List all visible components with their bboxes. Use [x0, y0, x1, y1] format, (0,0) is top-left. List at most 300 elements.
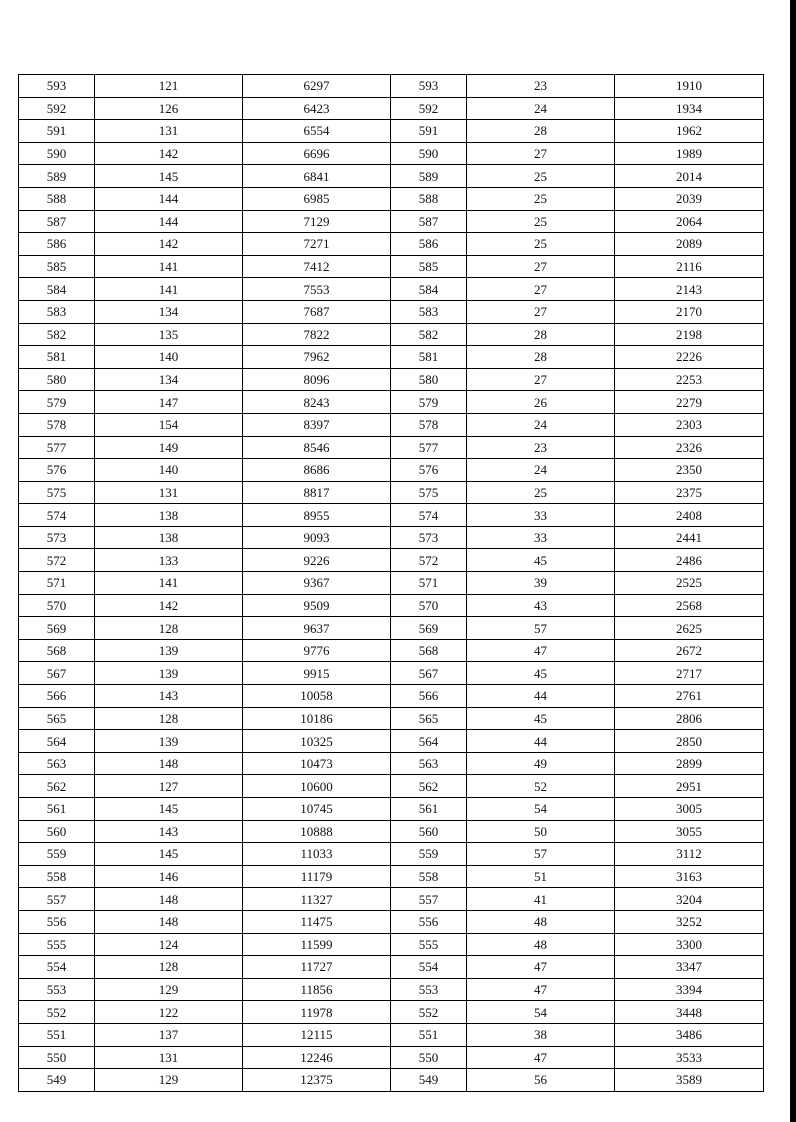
- cumulative-a-cell: 11599: [243, 933, 391, 956]
- cumulative-b-cell: 1934: [615, 97, 764, 120]
- cumulative-b-cell: 2303: [615, 413, 764, 436]
- score-b-cell: 583: [391, 300, 467, 323]
- score-a-cell: 590: [19, 142, 95, 165]
- count-b-cell: 57: [467, 617, 615, 640]
- table-row: [19, 549, 764, 572]
- count-b-cell: 27: [467, 368, 615, 391]
- cumulative-a-cell: 9226: [243, 549, 391, 572]
- score-b-cell: 586: [391, 233, 467, 256]
- count-a-cell: 145: [95, 165, 243, 188]
- count-b-cell: 26: [467, 391, 615, 414]
- score-a-cell: 572: [19, 549, 95, 572]
- score-b-cell: 582: [391, 323, 467, 346]
- count-a-cell: 131: [95, 481, 243, 504]
- cumulative-a-cell: 7553: [243, 278, 391, 301]
- cumulative-a-cell: 8243: [243, 391, 391, 414]
- cumulative-b-cell: 2375: [615, 481, 764, 504]
- score-b-cell: 560: [391, 820, 467, 843]
- count-b-cell: 27: [467, 300, 615, 323]
- score-a-cell: 586: [19, 233, 95, 256]
- table-row: [19, 978, 764, 1001]
- count-b-cell: 47: [467, 639, 615, 662]
- count-a-cell: 129: [95, 1069, 243, 1092]
- cumulative-b-cell: 2899: [615, 752, 764, 775]
- score-a-cell: 551: [19, 1023, 95, 1046]
- score-b-cell: 577: [391, 436, 467, 459]
- table-row: [19, 187, 764, 210]
- cumulative-b-cell: 2761: [615, 685, 764, 708]
- cumulative-a-cell: 10600: [243, 775, 391, 798]
- cumulative-a-cell: 10473: [243, 752, 391, 775]
- count-a-cell: 129: [95, 978, 243, 1001]
- score-b-cell: 585: [391, 255, 467, 278]
- count-b-cell: 27: [467, 255, 615, 278]
- table-row: [19, 910, 764, 933]
- table-row: [19, 617, 764, 640]
- table-row: [19, 255, 764, 278]
- score-b-cell: 549: [391, 1069, 467, 1092]
- cumulative-b-cell: 3448: [615, 1001, 764, 1024]
- table-row: [19, 233, 764, 256]
- cumulative-b-cell: 2226: [615, 346, 764, 369]
- table-row: [19, 142, 764, 165]
- cumulative-a-cell: 12246: [243, 1046, 391, 1069]
- score-a-cell: 559: [19, 843, 95, 866]
- score-a-cell: 568: [19, 639, 95, 662]
- cumulative-b-cell: 1962: [615, 120, 764, 143]
- table-row: [19, 707, 764, 730]
- score-b-cell: 590: [391, 142, 467, 165]
- cumulative-a-cell: 9776: [243, 639, 391, 662]
- count-b-cell: 25: [467, 481, 615, 504]
- score-b-cell: 584: [391, 278, 467, 301]
- cumulative-b-cell: 2672: [615, 639, 764, 662]
- table-row: [19, 1069, 764, 1092]
- cumulative-a-cell: 11475: [243, 910, 391, 933]
- cumulative-a-cell: 9367: [243, 572, 391, 595]
- cumulative-b-cell: 2408: [615, 504, 764, 527]
- score-b-cell: 552: [391, 1001, 467, 1024]
- table-row: [19, 865, 764, 888]
- cumulative-b-cell: 2279: [615, 391, 764, 414]
- count-a-cell: 134: [95, 300, 243, 323]
- count-a-cell: 145: [95, 843, 243, 866]
- score-b-cell: 565: [391, 707, 467, 730]
- score-b-cell: 564: [391, 730, 467, 753]
- cumulative-a-cell: 8546: [243, 436, 391, 459]
- count-b-cell: 44: [467, 685, 615, 708]
- cumulative-a-cell: 6841: [243, 165, 391, 188]
- cumulative-b-cell: 3347: [615, 956, 764, 979]
- count-b-cell: 41: [467, 888, 615, 911]
- cumulative-a-cell: 11978: [243, 1001, 391, 1024]
- count-a-cell: 142: [95, 142, 243, 165]
- count-b-cell: 43: [467, 594, 615, 617]
- count-b-cell: 28: [467, 323, 615, 346]
- count-b-cell: 28: [467, 346, 615, 369]
- cumulative-a-cell: 8955: [243, 504, 391, 527]
- count-b-cell: 45: [467, 549, 615, 572]
- score-b-cell: 553: [391, 978, 467, 1001]
- count-b-cell: 54: [467, 1001, 615, 1024]
- score-a-cell: 561: [19, 798, 95, 821]
- cumulative-b-cell: 3112: [615, 843, 764, 866]
- cumulative-a-cell: 8686: [243, 459, 391, 482]
- cumulative-a-cell: 10186: [243, 707, 391, 730]
- score-a-cell: 553: [19, 978, 95, 1001]
- count-b-cell: 47: [467, 978, 615, 1001]
- count-a-cell: 131: [95, 120, 243, 143]
- cumulative-b-cell: 2116: [615, 255, 764, 278]
- count-b-cell: 44: [467, 730, 615, 753]
- table-row: [19, 1001, 764, 1024]
- cumulative-a-cell: 9509: [243, 594, 391, 617]
- score-a-cell: 563: [19, 752, 95, 775]
- score-a-cell: 588: [19, 187, 95, 210]
- score-a-cell: 581: [19, 346, 95, 369]
- count-b-cell: 48: [467, 910, 615, 933]
- table-row: [19, 820, 764, 843]
- table-row: [19, 752, 764, 775]
- score-b-cell: 556: [391, 910, 467, 933]
- cumulative-a-cell: 9637: [243, 617, 391, 640]
- count-a-cell: 127: [95, 775, 243, 798]
- count-a-cell: 145: [95, 798, 243, 821]
- cumulative-a-cell: 10745: [243, 798, 391, 821]
- table-row: [19, 504, 764, 527]
- cumulative-b-cell: 2625: [615, 617, 764, 640]
- score-b-cell: 581: [391, 346, 467, 369]
- cumulative-b-cell: 2717: [615, 662, 764, 685]
- score-a-cell: 569: [19, 617, 95, 640]
- cumulative-b-cell: 1989: [615, 142, 764, 165]
- count-b-cell: 49: [467, 752, 615, 775]
- score-b-cell: 592: [391, 97, 467, 120]
- count-b-cell: 51: [467, 865, 615, 888]
- count-b-cell: 52: [467, 775, 615, 798]
- cumulative-b-cell: 3589: [615, 1069, 764, 1092]
- score-b-cell: 587: [391, 210, 467, 233]
- table-row: [19, 165, 764, 188]
- cumulative-b-cell: 2326: [615, 436, 764, 459]
- table-row: [19, 639, 764, 662]
- score-b-cell: 575: [391, 481, 467, 504]
- cumulative-a-cell: 7822: [243, 323, 391, 346]
- cumulative-b-cell: 2198: [615, 323, 764, 346]
- count-a-cell: 128: [95, 956, 243, 979]
- score-b-cell: 579: [391, 391, 467, 414]
- score-b-cell: 573: [391, 526, 467, 549]
- count-a-cell: 148: [95, 752, 243, 775]
- count-b-cell: 33: [467, 526, 615, 549]
- count-b-cell: 23: [467, 436, 615, 459]
- score-a-cell: 574: [19, 504, 95, 527]
- count-b-cell: 24: [467, 97, 615, 120]
- cumulative-a-cell: 6297: [243, 75, 391, 98]
- score-a-cell: 578: [19, 413, 95, 436]
- count-a-cell: 139: [95, 662, 243, 685]
- score-a-cell: 583: [19, 300, 95, 323]
- table-row: [19, 459, 764, 482]
- score-b-cell: 550: [391, 1046, 467, 1069]
- score-a-cell: 550: [19, 1046, 95, 1069]
- score-b-cell: 557: [391, 888, 467, 911]
- count-b-cell: 25: [467, 165, 615, 188]
- cumulative-b-cell: 2253: [615, 368, 764, 391]
- count-a-cell: 121: [95, 75, 243, 98]
- table-row: [19, 436, 764, 459]
- table-row: [19, 526, 764, 549]
- score-distribution-table: [18, 74, 764, 1092]
- count-a-cell: 142: [95, 594, 243, 617]
- count-a-cell: 122: [95, 1001, 243, 1024]
- count-a-cell: 142: [95, 233, 243, 256]
- score-b-cell: 593: [391, 75, 467, 98]
- table-row: [19, 368, 764, 391]
- count-a-cell: 148: [95, 910, 243, 933]
- count-b-cell: 27: [467, 142, 615, 165]
- score-b-cell: 591: [391, 120, 467, 143]
- score-a-cell: 579: [19, 391, 95, 414]
- cumulative-b-cell: 2951: [615, 775, 764, 798]
- table-row: [19, 572, 764, 595]
- cumulative-a-cell: 7687: [243, 300, 391, 323]
- cumulative-a-cell: 11179: [243, 865, 391, 888]
- score-b-cell: 558: [391, 865, 467, 888]
- score-b-cell: 551: [391, 1023, 467, 1046]
- cumulative-b-cell: 2170: [615, 300, 764, 323]
- score-b-cell: 562: [391, 775, 467, 798]
- count-a-cell: 138: [95, 504, 243, 527]
- cumulative-a-cell: 9093: [243, 526, 391, 549]
- cumulative-b-cell: 3055: [615, 820, 764, 843]
- count-b-cell: 57: [467, 843, 615, 866]
- score-a-cell: 562: [19, 775, 95, 798]
- count-a-cell: 141: [95, 278, 243, 301]
- score-a-cell: 593: [19, 75, 95, 98]
- score-a-cell: 580: [19, 368, 95, 391]
- score-a-cell: 575: [19, 481, 95, 504]
- score-b-cell: 574: [391, 504, 467, 527]
- table-row: [19, 1023, 764, 1046]
- score-b-cell: 569: [391, 617, 467, 640]
- score-a-cell: 556: [19, 910, 95, 933]
- cumulative-b-cell: 3486: [615, 1023, 764, 1046]
- count-b-cell: 45: [467, 707, 615, 730]
- score-a-cell: 571: [19, 572, 95, 595]
- cumulative-b-cell: 2014: [615, 165, 764, 188]
- count-b-cell: 47: [467, 956, 615, 979]
- table-row: [19, 346, 764, 369]
- cumulative-b-cell: 2089: [615, 233, 764, 256]
- score-b-cell: 563: [391, 752, 467, 775]
- count-b-cell: 50: [467, 820, 615, 843]
- cumulative-b-cell: 3252: [615, 910, 764, 933]
- count-b-cell: 24: [467, 459, 615, 482]
- score-b-cell: 555: [391, 933, 467, 956]
- score-b-cell: 567: [391, 662, 467, 685]
- cumulative-b-cell: 2806: [615, 707, 764, 730]
- count-b-cell: 23: [467, 75, 615, 98]
- table-body: [19, 75, 764, 1092]
- table-row: [19, 888, 764, 911]
- cumulative-a-cell: 9915: [243, 662, 391, 685]
- count-a-cell: 144: [95, 210, 243, 233]
- score-a-cell: 566: [19, 685, 95, 708]
- count-a-cell: 128: [95, 617, 243, 640]
- cumulative-b-cell: 2486: [615, 549, 764, 572]
- count-a-cell: 134: [95, 368, 243, 391]
- cumulative-b-cell: 2850: [615, 730, 764, 753]
- count-a-cell: 139: [95, 639, 243, 662]
- score-b-cell: 559: [391, 843, 467, 866]
- count-b-cell: 33: [467, 504, 615, 527]
- score-b-cell: 572: [391, 549, 467, 572]
- score-a-cell: 555: [19, 933, 95, 956]
- score-b-cell: 554: [391, 956, 467, 979]
- count-a-cell: 128: [95, 707, 243, 730]
- count-b-cell: 54: [467, 798, 615, 821]
- cumulative-a-cell: 6554: [243, 120, 391, 143]
- count-b-cell: 38: [467, 1023, 615, 1046]
- count-b-cell: 25: [467, 210, 615, 233]
- score-b-cell: 570: [391, 594, 467, 617]
- cumulative-a-cell: 7962: [243, 346, 391, 369]
- cumulative-a-cell: 7412: [243, 255, 391, 278]
- score-a-cell: 584: [19, 278, 95, 301]
- cumulative-b-cell: 2525: [615, 572, 764, 595]
- count-a-cell: 149: [95, 436, 243, 459]
- table-row: [19, 956, 764, 979]
- count-a-cell: 143: [95, 685, 243, 708]
- cumulative-a-cell: 6985: [243, 187, 391, 210]
- count-a-cell: 147: [95, 391, 243, 414]
- count-b-cell: 56: [467, 1069, 615, 1092]
- score-a-cell: 560: [19, 820, 95, 843]
- score-a-cell: 549: [19, 1069, 95, 1092]
- score-a-cell: 587: [19, 210, 95, 233]
- score-b-cell: 588: [391, 187, 467, 210]
- count-a-cell: 139: [95, 730, 243, 753]
- count-b-cell: 25: [467, 233, 615, 256]
- count-a-cell: 154: [95, 413, 243, 436]
- count-a-cell: 126: [95, 97, 243, 120]
- cumulative-b-cell: 1910: [615, 75, 764, 98]
- score-b-cell: 576: [391, 459, 467, 482]
- cumulative-b-cell: 2039: [615, 187, 764, 210]
- cumulative-a-cell: 6423: [243, 97, 391, 120]
- score-a-cell: 558: [19, 865, 95, 888]
- cumulative-a-cell: 7129: [243, 210, 391, 233]
- count-a-cell: 131: [95, 1046, 243, 1069]
- score-a-cell: 591: [19, 120, 95, 143]
- cumulative-b-cell: 3005: [615, 798, 764, 821]
- score-b-cell: 566: [391, 685, 467, 708]
- score-a-cell: 577: [19, 436, 95, 459]
- score-a-cell: 585: [19, 255, 95, 278]
- table-row: [19, 323, 764, 346]
- table-row: [19, 210, 764, 233]
- cumulative-a-cell: 10888: [243, 820, 391, 843]
- score-a-cell: 570: [19, 594, 95, 617]
- table-row: [19, 278, 764, 301]
- count-b-cell: 25: [467, 187, 615, 210]
- cumulative-a-cell: 12375: [243, 1069, 391, 1092]
- table-row: [19, 730, 764, 753]
- cumulative-a-cell: 6696: [243, 142, 391, 165]
- cumulative-a-cell: 12115: [243, 1023, 391, 1046]
- table-row: [19, 300, 764, 323]
- cumulative-a-cell: 11727: [243, 956, 391, 979]
- table-row: [19, 798, 764, 821]
- count-a-cell: 141: [95, 572, 243, 595]
- score-a-cell: 557: [19, 888, 95, 911]
- cumulative-a-cell: 10058: [243, 685, 391, 708]
- count-b-cell: 24: [467, 413, 615, 436]
- count-a-cell: 135: [95, 323, 243, 346]
- cumulative-a-cell: 11856: [243, 978, 391, 1001]
- cumulative-a-cell: 11033: [243, 843, 391, 866]
- table-row: [19, 843, 764, 866]
- count-a-cell: 146: [95, 865, 243, 888]
- count-a-cell: 148: [95, 888, 243, 911]
- score-a-cell: 554: [19, 956, 95, 979]
- cumulative-b-cell: 3394: [615, 978, 764, 1001]
- score-a-cell: 589: [19, 165, 95, 188]
- count-b-cell: 47: [467, 1046, 615, 1069]
- cumulative-b-cell: 3204: [615, 888, 764, 911]
- cumulative-b-cell: 3533: [615, 1046, 764, 1069]
- cumulative-b-cell: 3163: [615, 865, 764, 888]
- score-a-cell: 552: [19, 1001, 95, 1024]
- score-b-cell: 589: [391, 165, 467, 188]
- table-row: [19, 413, 764, 436]
- cumulative-a-cell: 11327: [243, 888, 391, 911]
- count-a-cell: 124: [95, 933, 243, 956]
- cumulative-b-cell: 3300: [615, 933, 764, 956]
- table-row: [19, 391, 764, 414]
- score-b-cell: 568: [391, 639, 467, 662]
- score-a-cell: 573: [19, 526, 95, 549]
- cumulative-a-cell: 8397: [243, 413, 391, 436]
- table-row: [19, 775, 764, 798]
- cumulative-a-cell: 10325: [243, 730, 391, 753]
- score-a-cell: 567: [19, 662, 95, 685]
- page-edge-rule: [790, 0, 796, 1122]
- cumulative-b-cell: 2350: [615, 459, 764, 482]
- count-b-cell: 28: [467, 120, 615, 143]
- count-a-cell: 138: [95, 526, 243, 549]
- count-a-cell: 143: [95, 820, 243, 843]
- table-row: [19, 933, 764, 956]
- count-b-cell: 45: [467, 662, 615, 685]
- cumulative-a-cell: 7271: [243, 233, 391, 256]
- cumulative-b-cell: 2441: [615, 526, 764, 549]
- table-row: [19, 120, 764, 143]
- score-a-cell: 592: [19, 97, 95, 120]
- count-a-cell: 141: [95, 255, 243, 278]
- table-row: [19, 97, 764, 120]
- count-a-cell: 140: [95, 459, 243, 482]
- cumulative-a-cell: 8817: [243, 481, 391, 504]
- count-a-cell: 140: [95, 346, 243, 369]
- score-b-cell: 580: [391, 368, 467, 391]
- count-a-cell: 144: [95, 187, 243, 210]
- count-b-cell: 48: [467, 933, 615, 956]
- table-row: [19, 685, 764, 708]
- table-row: [19, 594, 764, 617]
- count-b-cell: 27: [467, 278, 615, 301]
